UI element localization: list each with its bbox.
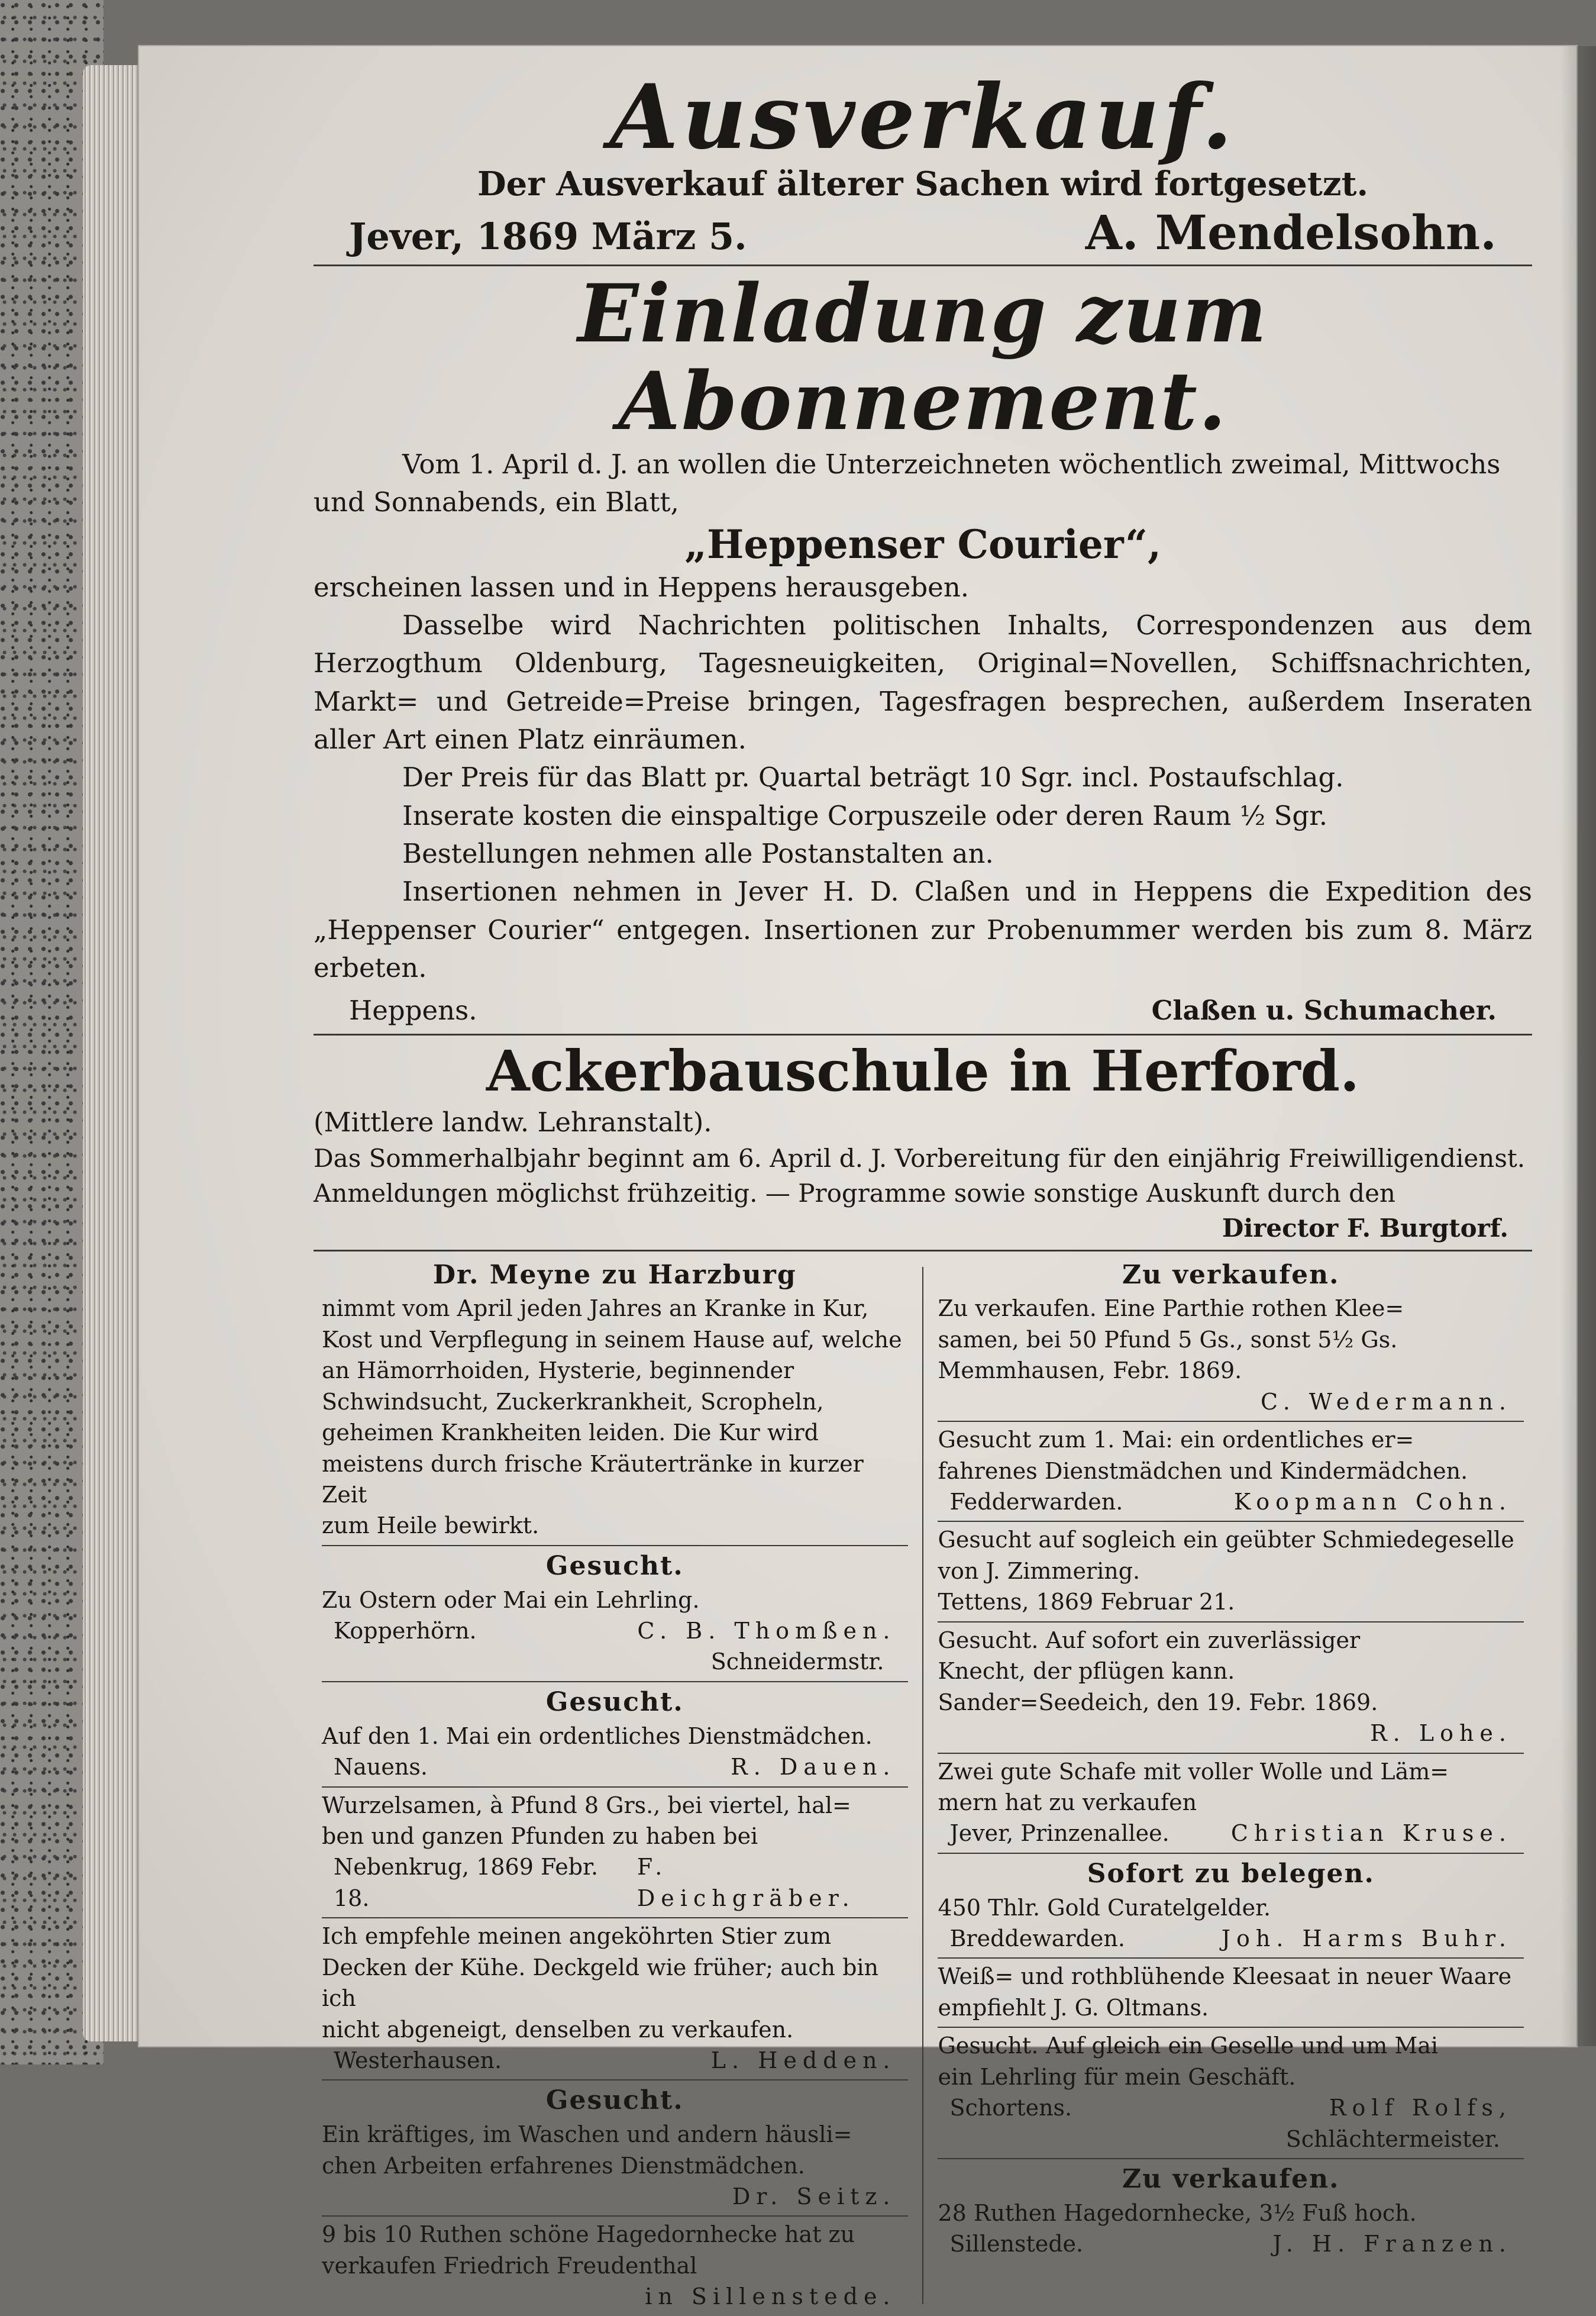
ad-signature: Koopmann Cohn. xyxy=(1233,1489,1512,1515)
classified-ad xyxy=(322,2217,908,2315)
ad-line: Decken der Kühe. Deckgeld wie früher; auch bin ich xyxy=(322,1954,879,2012)
abonnement-line: und Sonnabends, ein Blatt, xyxy=(314,486,679,518)
ackerbau-signature: Director F. Burgtorf. xyxy=(1222,1213,1508,1243)
binding-shadow xyxy=(1561,46,1596,2046)
ad-footer xyxy=(938,1386,1524,1417)
ad-line: nimmt vom April jeden Jahres an Kranke in Kur, xyxy=(322,1295,869,1322)
ad-line: ben und ganzen Pfunden zu haben bei xyxy=(322,1823,758,1849)
ad-footer-left: Nauens. xyxy=(334,1754,428,1780)
ad-footer-left: Jever, Prinzenallee. xyxy=(949,1820,1169,1847)
ad-footer xyxy=(938,1818,1524,1849)
ackerbau-line: Das Sommerhalbjahr beginnt am 6. April d. J. Vorbereitung für den einjährig Freiwilligendienst. xyxy=(314,1144,1526,1173)
classified-ad xyxy=(322,1546,908,1682)
ad-line: Ich empfehle meinen angeköhrten Stier zum xyxy=(322,1923,832,1950)
ad-footer xyxy=(322,2045,908,2076)
classified-ad xyxy=(938,2028,1524,2159)
ad-line: Zwei gute Schafe mit voller Wolle und Läm= xyxy=(938,1758,1449,1785)
abonnement-line: Vom 1. April d. J. an wollen die Unterzeichneten wöchentlich zweimal, Mittwochs xyxy=(402,448,1501,480)
ad-line: Gesucht auf sogleich ein geübter Schmiedegeselle xyxy=(938,1527,1514,1553)
ad-signature: R. Lohe. xyxy=(1370,1720,1512,1747)
ad-footer-left: Westerhausen. xyxy=(334,2047,502,2074)
ausverkauf-place-date: Jever, 1869 März 5. xyxy=(349,214,747,258)
ad-signature: J. H. Franzen. xyxy=(1272,2231,1512,2257)
ad-footer xyxy=(938,1923,1524,1954)
ad-line: Zu verkaufen. Eine Parthie rothen Klee= xyxy=(938,1295,1404,1322)
ad-line: Ein kräftiges, im Waschen und andern häusli= xyxy=(322,2121,852,2148)
ad-footer xyxy=(938,1718,1524,1749)
ad-title: Gesucht. xyxy=(545,2085,684,2116)
ad-title: Zu verkaufen. xyxy=(1122,2164,1340,2195)
abonnement-signature: Claßen u. Schumacher. xyxy=(1151,995,1497,1027)
classified-ad xyxy=(938,1522,1524,1622)
ad-signature: F. Deichgräber. xyxy=(637,1854,855,1911)
ad-line: Gesucht. Auf sofort ein zuverlässiger xyxy=(938,1627,1361,1653)
column-rule xyxy=(922,1267,924,2304)
abonnement-line: Dasselbe wird Nachrichten politischen Inhalts, Correspondenzen aus dem Herzogthum Oldenburg, Tagesneuigkeiten, Original=Novellen, Schiffsnachrichten, Markt= und Getreide=Preise bringen, Tagesfragen besprechen, außerdem Inseraten aller Art einen Platz einräumen. xyxy=(314,609,1532,755)
ad-line: 450 Thlr. Gold Curatelgelder. xyxy=(938,1894,1271,1921)
ausverkauf-ad xyxy=(314,65,1532,261)
classified-ad xyxy=(938,1754,1524,1854)
ad-signature-title: Schlächtermeister. xyxy=(1285,2125,1500,2152)
classified-ad xyxy=(322,1255,908,1546)
divider xyxy=(314,1250,1532,1251)
ackerbau-line: Anmeldungen möglichst frühzeitig. — Programme sowie sonstige Auskunft durch den xyxy=(314,1179,1395,1208)
ad-footer xyxy=(938,2092,1524,2123)
classified-ad xyxy=(938,2159,1524,2263)
ad-line: verkaufen Friedrich Freudenthal xyxy=(322,2252,697,2279)
ackerbau-subtitle: (Mittlere landw. Lehranstalt). xyxy=(314,1106,712,1138)
ad-title: Dr. Meyne zu Harzburg xyxy=(432,1259,797,1290)
ad-footer xyxy=(322,1751,908,1782)
classified-ad xyxy=(938,1422,1524,1522)
classified-ad xyxy=(938,1255,1524,1422)
ad-footer xyxy=(938,2228,1524,2259)
classified-ad xyxy=(938,1854,1524,1959)
ad-signature: Rolf Rolfs, xyxy=(1329,2095,1512,2121)
abonnement-line: Insertionen nehmen in Jever H. D. Claßen und in Heppens die Expedition des „Heppenser Courier“ entgegen. Insertionen zur Probenummer werden bis zum 8. März erbeten. xyxy=(314,876,1532,983)
classified-ad xyxy=(322,1682,908,1788)
ad-footer-left: Nebenkrug, 1869 Febr. 18. xyxy=(334,1854,599,1911)
right-column xyxy=(929,1255,1532,2316)
classified-ad xyxy=(322,1788,908,1919)
ad-signature: in Sillenstede. xyxy=(645,2283,896,2310)
ad-signature-title: Schneidermstr. xyxy=(710,1649,884,1675)
ad-line: mern hat zu verkaufen xyxy=(938,1789,1197,1815)
abonnement-line: Der Preis für das Blatt pr. Quartal beträgt 10 Sgr. incl. Postaufschlag. xyxy=(402,762,1344,793)
ad-line: Gesucht. Auf gleich ein Geselle und um Mai xyxy=(938,2033,1439,2059)
ad-line: samen, bei 50 Pfund 5 Gs., sonst 5½ Gs. xyxy=(938,1326,1398,1353)
ad-line: von J. Zimmering. xyxy=(938,1557,1141,1584)
ad-line: 28 Ruthen Hagedornhecke, 3½ Fuß hoch. xyxy=(938,2199,1417,2226)
ad-signature: C. Wedermann. xyxy=(1260,1388,1512,1415)
ad-line: 9 bis 10 Ruthen schöne Hagedornhecke hat zu xyxy=(322,2221,855,2248)
ad-footer xyxy=(938,1486,1524,1517)
ad-line: Weiß= und rothblühende Kleesaat in neuer Waare xyxy=(938,1963,1512,1990)
ad-line: Tettens, 1869 Februar 21. xyxy=(938,1589,1235,1615)
classified-columns xyxy=(314,1255,1532,2316)
abonnement-title: Einladung zum Abonnement. xyxy=(577,266,1268,449)
abonnement-footer xyxy=(314,987,1532,1030)
ad-line: Auf den 1. Mai ein ordentliches Dienstmädchen. xyxy=(322,1723,873,1749)
ad-signature: C. B. Thomßen. xyxy=(637,1618,896,1644)
ad-footer-left: Sillenstede. xyxy=(949,2231,1084,2257)
ad-line: Gesucht zum 1. Mai: ein ordentliches er= xyxy=(938,1427,1414,1453)
ad-line: Wurzelsamen, à Pfund 8 Grs., bei viertel, hal= xyxy=(322,1792,851,1818)
ad-footer-left: Schortens. xyxy=(949,2095,1072,2121)
ad-line: zum Heile bewirkt. xyxy=(322,1512,539,1539)
classified-ad xyxy=(322,2080,908,2217)
ad-line: fahrenes Dienstmädchen und Kindermädchen. xyxy=(938,1457,1468,1484)
ad-footer-left: Fedderwarden. xyxy=(949,1489,1123,1515)
ad-line: an Hämorrhoiden, Hysterie, beginnender xyxy=(322,1357,794,1384)
abonnement-place: Heppens. xyxy=(349,995,477,1027)
classified-ad xyxy=(322,1918,908,2080)
ad-line: meistens durch frische Kräutertränke in kurzer Zeit xyxy=(322,1450,864,1508)
page-stack-edges xyxy=(83,65,148,2041)
page-content xyxy=(314,65,1532,2310)
ad-line: Zu Ostern oder Mai ein Lehrling. xyxy=(322,1586,700,1613)
abonnement-line: erscheinen lassen und in Heppens herausgeben. xyxy=(314,571,970,603)
ad-signature: Dr. Seitz. xyxy=(732,2183,896,2210)
ausverkauf-footer xyxy=(314,204,1532,261)
ad-signature: R. Dauen. xyxy=(731,1754,896,1780)
ackerbau-ad xyxy=(314,1039,1532,1246)
ad-signature: Christian Kruse. xyxy=(1230,1820,1512,1847)
ad-line: Sander=Seedeich, den 19. Febr. 1869. xyxy=(938,1689,1378,1715)
abonnement-line: Bestellungen nehmen alle Postanstalten an. xyxy=(402,837,994,869)
ad-line: Kost und Verpflegung in seinem Hause auf, welche xyxy=(322,1326,902,1353)
ad-line: chen Arbeiten erfahrenes Dienstmädchen. xyxy=(322,2152,805,2179)
ad-line: nicht abgeneigt, denselben zu verkaufen. xyxy=(322,2016,794,2043)
classified-ad xyxy=(938,1623,1524,1754)
abonnement-ad xyxy=(314,266,1532,1030)
ad-footer xyxy=(322,1615,908,1646)
classified-ad xyxy=(938,1959,1524,2028)
left-column xyxy=(314,1255,916,2316)
ad-line: empfiehlt J. G. Oltmans. xyxy=(938,1994,1209,2021)
ad-line: ein Lehrling für mein Geschäft. xyxy=(938,2063,1296,2090)
ad-signature: L. Hedden. xyxy=(710,2047,896,2074)
ad-footer xyxy=(322,2181,908,2212)
ad-title: Gesucht. xyxy=(545,1550,684,1581)
ad-line: Schwindsucht, Zuckerkrankheit, Scropheln, xyxy=(322,1388,824,1415)
ad-line: geheimen Krankheiten leiden. Die Kur wird xyxy=(322,1420,819,1446)
ausverkauf-subtitle: Der Ausverkauf älterer Sachen wird fortgesetzt. xyxy=(477,164,1368,204)
ad-title: Gesucht. xyxy=(545,1686,684,1717)
abonnement-line: Inserate kosten die einspaltige Corpuszeile oder deren Raum ½ Sgr. xyxy=(402,799,1328,831)
ad-footer xyxy=(322,2281,908,2312)
ackerbau-title: Ackerbauschule in Herford. xyxy=(486,1038,1360,1104)
ausverkauf-merchant: A. Mendelsohn. xyxy=(1085,204,1497,260)
ad-signature: Joh. Harms Buhr. xyxy=(1221,1925,1512,1951)
ad-line: Knecht, der pflügen kann. xyxy=(938,1658,1235,1685)
ad-footer-left: Kopperhörn. xyxy=(334,1618,477,1644)
ad-title: Zu verkaufen. xyxy=(1122,1259,1340,1290)
ad-line: Memmhausen, Febr. 1869. xyxy=(938,1357,1242,1384)
ad-footer-left: Breddewarden. xyxy=(949,1925,1125,1951)
divider xyxy=(314,1034,1532,1036)
ad-title: Sofort zu belegen. xyxy=(1087,1858,1375,1889)
ad-footer xyxy=(322,1851,908,1914)
abonnement-paper-name: „Heppenser Courier“, xyxy=(684,521,1161,568)
ausverkauf-title: Ausverkauf. xyxy=(609,65,1236,169)
